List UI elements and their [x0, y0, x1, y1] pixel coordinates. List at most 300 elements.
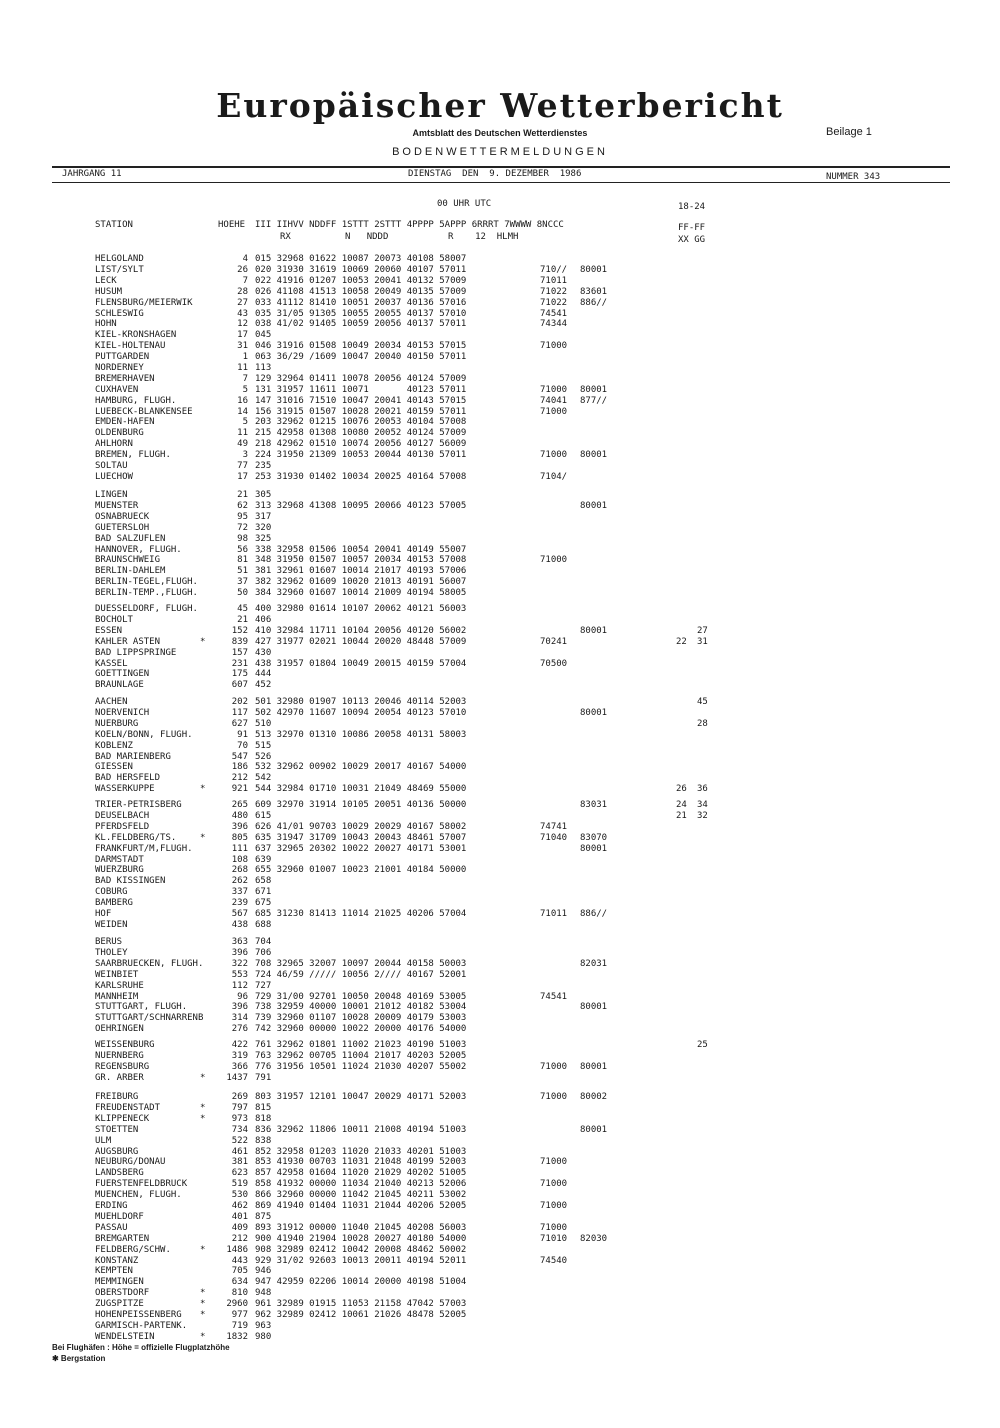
station-name: NUERBURG — [95, 718, 139, 729]
table-row — [0, 730, 1000, 741]
table-row — [0, 450, 1000, 461]
observation-groups: 305 — [255, 490, 272, 500]
observation-groups: 381 32961 01607 10014 21017 40193 57006 — [255, 566, 467, 577]
observation-groups: 946 — [255, 1266, 272, 1277]
observation-groups: 635 31947 31709 10043 20043 48461 57007 — [255, 832, 467, 843]
column-codes-1: III IIHVV NDDFF 1STTT 2STTT 4PPPP 5APPP 6RRRT 7WWWW 8NCCC — [255, 220, 564, 230]
observation-groups: 738 32959 40000 10001 21012 40182 53004 — [255, 1002, 467, 1013]
station-name: AUGSBURG — [95, 1146, 139, 1157]
group-7-weather: 74041 — [540, 395, 568, 406]
mountain-marker: * — [200, 1244, 206, 1255]
station-name: HANNOVER, FLUGH. — [95, 544, 182, 555]
station-name: NORDERNEY — [95, 363, 144, 373]
station-height: 381 — [231, 1157, 248, 1168]
station-name: BOCHOLT — [95, 614, 133, 625]
station-height: 91 — [237, 729, 248, 740]
station-name: BERLIN-DAHLEM — [95, 566, 166, 577]
station-height: 319 — [231, 1050, 248, 1061]
table-row — [0, 909, 1000, 920]
observation-groups: 791 — [255, 1072, 272, 1083]
group-8-clouds: 80001 — [580, 707, 608, 718]
station-height: 62 — [237, 500, 248, 511]
table-row — [0, 1245, 1000, 1256]
station-name: GOETTINGEN — [95, 669, 150, 680]
table-row — [0, 1103, 1000, 1114]
station-height: 212 — [231, 773, 248, 784]
table-row — [0, 534, 1000, 545]
table-row — [0, 1147, 1000, 1158]
observation-groups: 615 — [255, 810, 272, 821]
station-height: 49 — [237, 438, 248, 449]
station-height: 157 — [231, 647, 248, 658]
station-name: FREUDENSTADT — [95, 1102, 161, 1113]
station-name: HUSUM — [95, 286, 123, 297]
footnote-mountain-station: ✱ Bergstation — [52, 1354, 106, 1363]
station-height: 239 — [231, 898, 248, 909]
column-hoehe: HOEHE — [218, 220, 246, 230]
second-rule — [52, 182, 950, 183]
group-8-clouds: 82030 — [580, 1233, 608, 1244]
station-height: 519 — [231, 1179, 248, 1190]
station-name: TRIER-PETRISBERG — [95, 800, 182, 810]
observation-groups: 218 42962 01510 10074 20056 40127 56009 — [255, 438, 467, 449]
table-row — [0, 1234, 1000, 1245]
station-name: HOHN — [95, 319, 117, 330]
station-height: 409 — [231, 1222, 248, 1233]
table-row — [0, 800, 1000, 811]
table-row — [0, 1256, 1000, 1267]
station-height: 522 — [231, 1135, 248, 1146]
station-name: DEUSELBACH — [95, 810, 150, 821]
observation-groups: 427 31977 02021 10044 20020 48448 57009 — [255, 636, 467, 647]
observation-groups: 763 32962 00705 11004 21017 40203 52005 — [255, 1050, 467, 1061]
station-name: WEINBIET — [95, 969, 139, 980]
station-height: 70 — [237, 740, 248, 751]
table-row — [0, 396, 1000, 407]
station-height: 607 — [231, 680, 248, 691]
station-name: NUERNBERG — [95, 1050, 144, 1061]
station-name: MUEHLDORF — [95, 1211, 144, 1222]
station-name: WEISSENBURG — [95, 1040, 155, 1050]
table-row — [0, 555, 1000, 566]
station-name: PASSAU — [95, 1222, 128, 1233]
observation-groups: 655 32960 01007 10023 21001 40184 50000 — [255, 865, 467, 876]
table-row — [0, 1288, 1000, 1299]
station-height: 95 — [237, 511, 248, 522]
group-7-weather: 71010 — [540, 1233, 568, 1244]
station-name: KIEL-KRONSHAGEN — [95, 330, 177, 341]
table-row — [0, 1223, 1000, 1234]
observation-groups: 532 32962 00902 10029 20017 40167 54000 — [255, 762, 467, 773]
group-8-clouds: 83031 — [580, 800, 608, 810]
station-height: 553 — [231, 969, 248, 980]
group-7-weather: 71000 — [540, 1061, 568, 1072]
group-8-clouds: 83601 — [580, 286, 608, 297]
table-row — [0, 1024, 1000, 1035]
table-row — [0, 428, 1000, 439]
document-subtitle: Amtsblatt des Deutschen Wetterdienstes — [412, 128, 588, 138]
wind-gust-1: 26 — [676, 784, 687, 795]
station-name: BRAUNLAGE — [95, 680, 144, 691]
mountain-marker: * — [200, 1288, 206, 1299]
column-station: STATION — [95, 220, 133, 230]
table-row — [0, 490, 1000, 501]
station-height: 96 — [237, 991, 248, 1002]
wind-gust-2: 31 — [697, 636, 708, 647]
table-row — [0, 1277, 1000, 1288]
group-7-weather: 710// — [540, 264, 568, 275]
observation-groups: 706 — [255, 947, 272, 958]
station-name: SAARBRUECKEN, FLUGH. — [95, 958, 204, 969]
table-row — [0, 1310, 1000, 1321]
table-row — [0, 920, 1000, 931]
table-row — [0, 959, 1000, 970]
station-height: 7 — [242, 275, 248, 286]
observation-groups: 639 — [255, 854, 272, 865]
observation-groups: 022 41916 01207 10053 20041 40132 57009 — [255, 275, 467, 286]
station-height: 28 — [237, 286, 248, 297]
station-height: 202 — [231, 697, 248, 707]
table-row — [0, 811, 1000, 822]
observation-groups: 510 — [255, 718, 272, 729]
table-row — [0, 604, 1000, 615]
table-row — [0, 626, 1000, 637]
table-row — [0, 1013, 1000, 1024]
group-8-clouds: 80001 — [580, 843, 608, 854]
observation-groups: 900 41940 21904 10028 20027 40180 54000 — [255, 1233, 467, 1244]
station-height: 37 — [237, 577, 248, 588]
observation-groups: 033 41112 81410 10051 20037 40136 57016 — [255, 297, 467, 308]
station-height: 117 — [231, 707, 248, 718]
station-height: 443 — [231, 1255, 248, 1266]
table-row — [0, 1136, 1000, 1147]
station-height: 98 — [237, 533, 248, 544]
station-height: 17 — [237, 471, 248, 482]
observation-groups: 704 — [255, 937, 272, 947]
station-height: 627 — [231, 718, 248, 729]
column-ff-1: FF-FF — [678, 223, 706, 233]
station-name: BAD KISSINGEN — [95, 876, 166, 887]
station-height: 31 — [237, 341, 248, 352]
group-8-clouds: 80001 — [580, 264, 608, 275]
station-name: KONSTANZ — [95, 1255, 139, 1266]
table-row — [0, 992, 1000, 1003]
station-height: 45 — [237, 604, 248, 614]
station-height: 14 — [237, 406, 248, 417]
table-row — [0, 330, 1000, 341]
observation-groups: 836 32962 11806 10011 21008 40194 51003 — [255, 1124, 467, 1135]
station-name: NOERVENICH — [95, 707, 150, 718]
table-row — [0, 265, 1000, 276]
station-height: 1832 — [226, 1331, 248, 1342]
station-name: HAMBURG, FLUGH. — [95, 395, 177, 406]
station-name: LINGEN — [95, 490, 128, 500]
observation-groups: 338 32958 01506 10054 20041 40149 55007 — [255, 544, 467, 555]
group-7-weather: 74344 — [540, 319, 568, 330]
observation-groups: 430 — [255, 647, 272, 658]
group-8-clouds: 80001 — [580, 1061, 608, 1072]
wind-gust-2: 32 — [697, 810, 708, 821]
observation-groups: 015 32968 01622 10087 20073 40108 58007 — [255, 254, 467, 264]
observation-groups: 400 32980 01614 10107 20062 40121 56003 — [255, 604, 467, 614]
station-height: 530 — [231, 1190, 248, 1201]
observation-groups: 526 — [255, 751, 272, 762]
station-height: 322 — [231, 958, 248, 969]
station-height: 734 — [231, 1124, 248, 1135]
station-name: GUETERSLOH — [95, 522, 150, 533]
table-row — [0, 876, 1000, 887]
table-row — [0, 472, 1000, 483]
station-height: 5 — [242, 417, 248, 427]
table-row — [0, 1212, 1000, 1223]
station-height: 11 — [237, 363, 248, 373]
observation-groups: 215 42958 01308 10080 20052 40124 57009 — [255, 427, 467, 438]
station-height: 363 — [231, 937, 248, 947]
table-row — [0, 1332, 1000, 1343]
mountain-marker: * — [200, 636, 206, 647]
station-height: 422 — [231, 1040, 248, 1050]
station-height: 396 — [231, 1002, 248, 1013]
wind-gust-2: 28 — [697, 718, 708, 729]
station-name: FRANKFURT/M,FLUGH. — [95, 843, 193, 854]
observation-groups: 438 31957 01804 10049 20015 40159 57004 — [255, 658, 467, 669]
table-row — [0, 648, 1000, 659]
station-name: KEMPTEN — [95, 1266, 133, 1277]
station-height: 43 — [237, 308, 248, 319]
station-height: 921 — [231, 784, 248, 795]
station-name: BERLIN-TEGEL,FLUGH. — [95, 577, 198, 588]
observation-groups: 410 32984 11711 10104 20056 40120 56002 — [255, 625, 467, 636]
table-row — [0, 407, 1000, 418]
wind-gust-1: 22 — [676, 636, 687, 647]
observation-groups: 452 — [255, 680, 272, 691]
group-7-weather: 71000 — [540, 1179, 568, 1190]
station-name: BAMBERG — [95, 898, 133, 909]
table-row — [0, 417, 1000, 428]
table-row — [0, 276, 1000, 287]
station-height: 480 — [231, 810, 248, 821]
station-name: FLENSBURG/MEIERWIK — [95, 297, 193, 308]
station-height: 4 — [242, 254, 248, 264]
table-row — [0, 708, 1000, 719]
station-height: 56 — [237, 544, 248, 555]
station-name: SOLTAU — [95, 460, 128, 471]
group-7-weather: 71000 — [540, 384, 568, 395]
station-name: AACHEN — [95, 697, 128, 707]
station-name: WENDELSTEIN — [95, 1331, 155, 1342]
group-8-clouds: 80002 — [580, 1092, 608, 1102]
group-8-clouds: 877// — [580, 395, 608, 406]
wind-gust-2: 27 — [697, 625, 708, 636]
observation-groups: 035 31/05 91305 10055 20055 40137 57010 — [255, 308, 467, 319]
table-row — [0, 637, 1000, 648]
table-row — [0, 833, 1000, 844]
table-row — [0, 374, 1000, 385]
station-name: WEIDEN — [95, 919, 128, 930]
table-row — [0, 1002, 1000, 1013]
station-name: COBURG — [95, 887, 128, 898]
observation-groups: 961 32989 01915 11053 21158 47042 57003 — [255, 1299, 467, 1310]
table-row — [0, 1051, 1000, 1062]
observation-groups: 853 41930 00703 11031 21048 40199 52003 — [255, 1157, 467, 1168]
station-name: NEUBURG/DONAU — [95, 1157, 166, 1168]
observation-groups: 147 31016 71510 10047 20041 40143 57015 — [255, 395, 467, 406]
observation-groups: 325 — [255, 533, 272, 544]
group-7-weather: 71022 — [540, 286, 568, 297]
section-title: BODENWETTERMELDUNGEN — [392, 146, 608, 158]
station-name: STOETTEN — [95, 1124, 139, 1135]
observation-groups: 382 32962 01609 10020 21013 40191 56007 — [255, 577, 467, 588]
station-name: KARLSRUHE — [95, 980, 144, 991]
observation-groups: 962 32989 02412 10061 21026 48478 52005 — [255, 1310, 467, 1320]
station-name: LUECHOW — [95, 471, 133, 482]
observation-groups: 026 41108 41513 10058 20049 40135 57009 — [255, 286, 467, 297]
station-height: 269 — [231, 1092, 248, 1102]
observation-groups: 776 31956 10501 11024 21030 40207 55002 — [255, 1061, 467, 1072]
wind-gust-2: 45 — [697, 697, 708, 707]
table-row — [0, 363, 1000, 374]
observation-groups: 406 — [255, 614, 272, 625]
table-row — [0, 523, 1000, 534]
station-name: ULM — [95, 1135, 112, 1146]
observation-groups: 046 31916 01508 10049 20034 40153 57015 — [255, 341, 467, 352]
station-height: 26 — [237, 264, 248, 275]
table-row — [0, 1062, 1000, 1073]
station-name: KOELN/BONN, FLUGH. — [95, 729, 193, 740]
station-name: BERUS — [95, 937, 123, 947]
observation-groups: 948 — [255, 1288, 272, 1299]
observation-groups: 129 32964 01411 10078 20056 40124 57009 — [255, 373, 467, 384]
table-row — [0, 697, 1000, 708]
station-height: 21 — [237, 614, 248, 625]
table-row — [0, 1092, 1000, 1103]
station-name: AHLHORN — [95, 438, 133, 449]
station-name: WASSERKUPPE — [95, 784, 155, 795]
station-height: 152 — [231, 625, 248, 636]
column-ff-2: XX GG — [678, 235, 706, 245]
station-height: 634 — [231, 1277, 248, 1288]
station-name: SCHLESWIG — [95, 308, 144, 319]
group-8-clouds: 80001 — [580, 625, 608, 636]
station-height: 3 — [242, 449, 248, 460]
station-height: 438 — [231, 919, 248, 930]
station-name: KL.FELDBERG/TS. — [95, 832, 177, 843]
station-name: REGENSBURG — [95, 1061, 150, 1072]
group-7-weather: 71000 — [540, 1157, 568, 1168]
group-8-clouds: 82031 — [580, 958, 608, 969]
mountain-marker: * — [200, 1299, 206, 1310]
station-name: KLIPPENECK — [95, 1113, 150, 1124]
group-7-weather: 71011 — [540, 909, 568, 919]
mountain-marker: * — [200, 784, 206, 795]
table-row — [0, 1190, 1000, 1201]
station-name: DUESSELDORF, FLUGH. — [95, 604, 198, 614]
station-height: 462 — [231, 1201, 248, 1211]
observation-groups: 671 — [255, 887, 272, 898]
station-height: 108 — [231, 854, 248, 865]
group-7-weather: 71000 — [540, 341, 568, 352]
station-name: BRAUNSCHWEIG — [95, 555, 161, 566]
station-height: 17 — [237, 330, 248, 341]
wind-gust-2: 36 — [697, 784, 708, 795]
observation-groups: 708 32965 32007 10097 20044 40158 50003 — [255, 958, 467, 969]
observation-groups: 675 — [255, 898, 272, 909]
observation-groups: 384 32960 01607 10014 21009 40194 58005 — [255, 588, 467, 599]
table-row — [0, 887, 1000, 898]
table-row — [0, 254, 1000, 265]
observation-groups: 544 32984 01710 10031 21049 48469 55000 — [255, 784, 467, 795]
observation-groups: 818 — [255, 1113, 272, 1124]
jahrgang-label: JAHRGANG 11 — [62, 169, 122, 179]
observation-groups: 131 31957 11611 10071 40123 57011 — [255, 384, 467, 395]
observation-groups: 852 32958 01203 11020 21033 40201 51003 — [255, 1146, 467, 1157]
group-7-weather: 71040 — [540, 832, 568, 843]
group-7-weather: 71022 — [540, 297, 568, 308]
top-rule — [52, 166, 950, 168]
group-8-clouds: 80001 — [580, 500, 608, 511]
station-name: MEMMINGEN — [95, 1277, 144, 1288]
station-name: LANDSBERG — [95, 1168, 144, 1179]
station-name: HOF — [95, 909, 112, 919]
group-7-weather: 71011 — [540, 275, 568, 286]
station-name: MUENSTER — [95, 500, 139, 511]
table-row — [0, 741, 1000, 752]
station-name: THOLEY — [95, 947, 128, 958]
station-height: 21 — [237, 490, 248, 500]
station-name: HELGOLAND — [95, 254, 144, 264]
station-name: BREMGARTEN — [95, 1233, 150, 1244]
station-height: 77 — [237, 460, 248, 471]
table-row — [0, 762, 1000, 773]
table-row — [0, 287, 1000, 298]
observation-groups: 803 31957 12101 10047 20029 40171 52003 — [255, 1092, 467, 1102]
observation-groups: 858 41932 00000 11034 21040 40213 52006 — [255, 1179, 467, 1190]
station-height: 337 — [231, 887, 248, 898]
table-row — [0, 1125, 1000, 1136]
table-row — [0, 319, 1000, 330]
group-8-clouds: 80001 — [580, 1002, 608, 1013]
table-row — [0, 1040, 1000, 1051]
group-8-clouds: 80001 — [580, 449, 608, 460]
station-name: BREMEN, FLUGH. — [95, 449, 171, 460]
station-name: ERDING — [95, 1201, 128, 1211]
observation-groups: 320 — [255, 522, 272, 533]
mountain-marker: * — [200, 1310, 206, 1320]
station-name: BERLIN-TEMP.,FLUGH. — [95, 588, 198, 599]
observation-groups: 501 32980 01907 10113 20046 40114 52003 — [255, 697, 467, 707]
observation-groups: 045 — [255, 330, 272, 341]
station-height: 396 — [231, 947, 248, 958]
station-height: 111 — [231, 843, 248, 854]
station-name: STUTTGART, FLUGH. — [95, 1002, 188, 1013]
group-8-clouds: 80001 — [580, 1124, 608, 1135]
station-height: 977 — [231, 1310, 248, 1320]
table-row — [0, 566, 1000, 577]
station-height: 7 — [242, 373, 248, 384]
mountain-marker: * — [200, 1113, 206, 1124]
table-row — [0, 844, 1000, 855]
station-height: 2960 — [226, 1299, 248, 1310]
observation-groups: 761 32962 01801 11002 21023 40190 51003 — [255, 1040, 467, 1050]
station-height: 401 — [231, 1211, 248, 1222]
observation-groups: 685 31230 81413 11014 21025 40206 57004 — [255, 909, 467, 919]
station-height: 797 — [231, 1102, 248, 1113]
group-7-weather: 71000 — [540, 1201, 568, 1211]
group-7-weather: 71000 — [540, 406, 568, 417]
observation-groups: 253 31930 01402 10034 20025 40164 57008 — [255, 471, 467, 482]
table-row — [0, 948, 1000, 959]
issue-number: NUMMER 343 — [826, 172, 881, 182]
